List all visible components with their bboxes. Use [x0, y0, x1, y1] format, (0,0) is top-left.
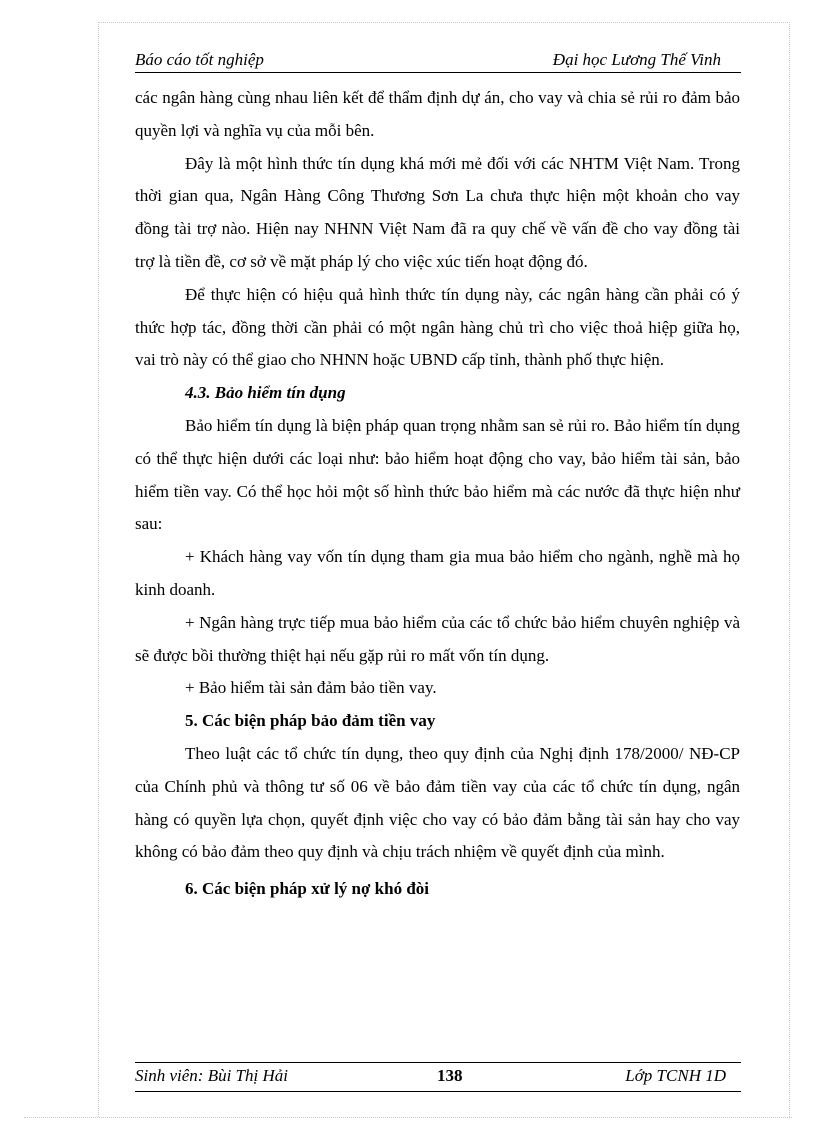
paragraph-cooperation: Để thực hiện có hiệu quả hình thức tín dụng này, các ngân hàng cần phải có ý thức hợp tác, đồng thời cần phải có một ngân hàng chủ trì cho việc thoả hiệp giữa họ, vai trò này có thể giao cho NHNN hoặc UBND cấp tỉnh, thành phố thực hiện.: [135, 284, 740, 370]
bullet-collateral-insurance: + Bảo hiểm tài sản đảm bảo tiền vay.: [185, 678, 437, 698]
bullet-bank-insurance: + Ngân hàng trực tiếp mua bảo hiểm của các tổ chức bảo hiểm chuyên nghiệp và sẽ được bồi thường thiệt hại nếu gặp rủi ro mất vốn tín dụng.: [135, 612, 740, 665]
page-footer: [135, 1066, 741, 1090]
paragraph-loan-security: Theo luật các tổ chức tín dụng, theo quy định của Nghị định 178/2000/ NĐ-CP của Chính phủ và thông tư số 06 về bảo đảm tiền vay của các tổ chức tín dụng, ngân hàng có quyền lựa chọn, quyết định việc cho vay có bảo đảm bằng tài sản hay cho vay không có bảo đảm theo quy định và chịu trách nhiệm về quyết định của mình.: [135, 743, 740, 862]
footer-page-number: 138: [437, 1066, 463, 1085]
document-body: [135, 82, 740, 906]
section-heading-5: 5. Các biện pháp bảo đảm tiền vay: [185, 711, 436, 731]
footer-divider: [135, 1062, 741, 1063]
bullet-customer-insurance: + Khách hàng vay vốn tín dụng tham gia mua bảo hiểm cho ngành, nghề mà họ kinh doanh.: [135, 547, 740, 599]
header-report-title: Báo cáo tốt nghiệp: [135, 50, 264, 69]
page-bottom-edge: [24, 1117, 792, 1118]
section-heading-4-3: 4.3. Bảo hiểm tín dụng: [185, 383, 346, 403]
section-heading-6: 6. Các biện pháp xử lý nợ khó đòi: [185, 879, 429, 899]
paragraph-continuation: các ngân hàng cùng nhau liên kết để thẩm định dự án, cho vay và chia sẻ rủi ro đảm bảo quyền lợi và nghĩa vụ của mỗi bên.: [135, 88, 740, 140]
paragraph-co-financing: Đây là một hình thức tín dụng khá mới mẻ đối với các NHTM Việt Nam. Trong thời gian qua, Ngân Hàng Công Thương Sơn La chưa thực hiện một khoản cho vay đồng tài trợ nào. Hiện nay NHNN Việt Nam đã ra quy chế về vấn đề cho vay đồng tài trợ là tiền đề, cơ sở về mặt pháp lý cho việc xúc tiến hoạt động đó.: [135, 153, 740, 271]
paragraph-credit-insurance: Bảo hiểm tín dụng là biện pháp quan trọng nhằm san sẻ rủi ro. Bảo hiểm tín dụng có thể thực hiện dưới các loại như: bảo hiểm hoạt động cho vay, bảo hiểm tài sản, bảo hiểm tiền vay. Có thể học hỏi một số hình thức bảo hiểm mà các nước đã thực hiện như sau:: [135, 415, 740, 534]
footer-class-name: Lớp TCNH 1D: [625, 1066, 726, 1085]
page-header: [135, 50, 741, 73]
header-university: Đại học Lương Thế Vinh: [552, 50, 721, 69]
footer-bottom-rule: [135, 1091, 741, 1092]
footer-student-name: Sinh viên: Bùi Thị Hải: [135, 1066, 288, 1085]
